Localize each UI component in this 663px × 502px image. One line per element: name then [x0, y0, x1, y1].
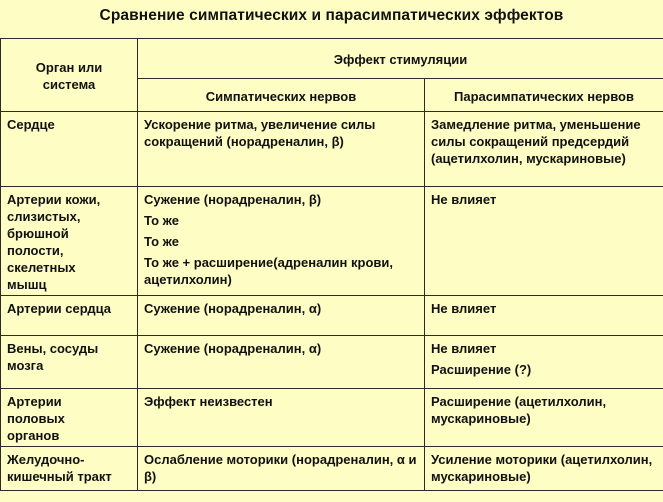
- parasympathetic-cell: [425, 112, 663, 187]
- sympathetic-cell: [138, 389, 425, 447]
- organ-cell: [1, 187, 138, 296]
- organ-label: Вены, сосуды мозга: [7, 341, 99, 373]
- parasympathetic-effect-text: Расширение (?): [431, 362, 532, 377]
- parasympathetic-cell: [425, 187, 663, 296]
- parasympathetic-cell: [425, 447, 663, 491]
- parasympathetic-cell: [425, 296, 663, 336]
- sympathetic-effect-text: Сужение (норадреналин, α): [144, 301, 322, 316]
- table-row: [1, 389, 663, 447]
- table-row: [1, 336, 663, 389]
- organ-cell: [1, 112, 138, 187]
- parasympathetic-effect-text: Расширение (ацетилхолин, мускариновые): [431, 394, 607, 426]
- parasympathetic-effect-text: Не влияет: [431, 301, 497, 316]
- organ-label: Артерии сердца: [7, 301, 111, 316]
- sympathetic-cell: [138, 336, 425, 389]
- parasympathetic-effect-text: Замедление ритма, уменьшение силы сокращений предсердий (ацетилхолин, мускариновые): [431, 117, 641, 166]
- header-organ-label: Орган или система: [35, 60, 103, 92]
- organ-label: Сердце: [7, 117, 55, 132]
- header-sympathetic: Симпатических нервов: [138, 79, 425, 112]
- header-effect: Эффект стимуляции: [138, 39, 663, 79]
- organ-cell: [1, 336, 138, 389]
- sympathetic-cell: [138, 112, 425, 187]
- table-row: [1, 187, 663, 296]
- sympathetic-effect-text: То же: [144, 234, 179, 249]
- table-row: [1, 112, 663, 187]
- organ-cell: [1, 296, 138, 336]
- table-row: [1, 296, 663, 336]
- sympathetic-effect-text: То же + расширение(адреналин крови, ацетилхолин): [144, 255, 393, 287]
- header-parasympathetic: Парасимпатических нервов: [425, 79, 663, 112]
- organ-cell: [1, 389, 138, 447]
- sympathetic-cell: [138, 187, 425, 296]
- parasympathetic-effect-text: Не влияет: [431, 192, 497, 207]
- sympathetic-effect-text: То же: [144, 213, 179, 228]
- organ-cell: [1, 447, 138, 491]
- header-organ: [1, 39, 138, 112]
- parasympathetic-cell: [425, 389, 663, 447]
- parasympathetic-effect-text: Усиление моторики (ацетилхолин, мускариновые): [431, 452, 653, 484]
- table-row: [1, 447, 663, 491]
- sympathetic-effect-text: Сужение (норадреналин, β): [144, 192, 322, 207]
- sympathetic-effect-text: Ускорение ритма, увеличение силы сокращений (норадреналин, β): [144, 117, 376, 149]
- sympathetic-effect-text: Ослабление моторики (норадреналин, α и β): [144, 452, 417, 484]
- table-body: [1, 112, 663, 491]
- sympathetic-cell: [138, 447, 425, 491]
- page-title: Сравнение симпатических и парасимпатических эффектов: [99, 7, 564, 24]
- organ-label: Артерии половых органов: [7, 394, 65, 443]
- parasympathetic-effect-text: Не влияет: [431, 341, 497, 356]
- sympathetic-effect-text: Сужение (норадреналин, α): [144, 341, 322, 356]
- sympathetic-effect-text: Эффект неизвестен: [144, 394, 273, 409]
- sympathetic-cell: [138, 296, 425, 336]
- organ-label: Желудочно-кишечный тракт: [7, 452, 112, 484]
- parasympathetic-cell: [425, 336, 663, 389]
- comparison-table: [0, 38, 663, 491]
- organ-label: Артерии кожи, слизистых, брюшной полости, скелетных мышц: [7, 192, 101, 292]
